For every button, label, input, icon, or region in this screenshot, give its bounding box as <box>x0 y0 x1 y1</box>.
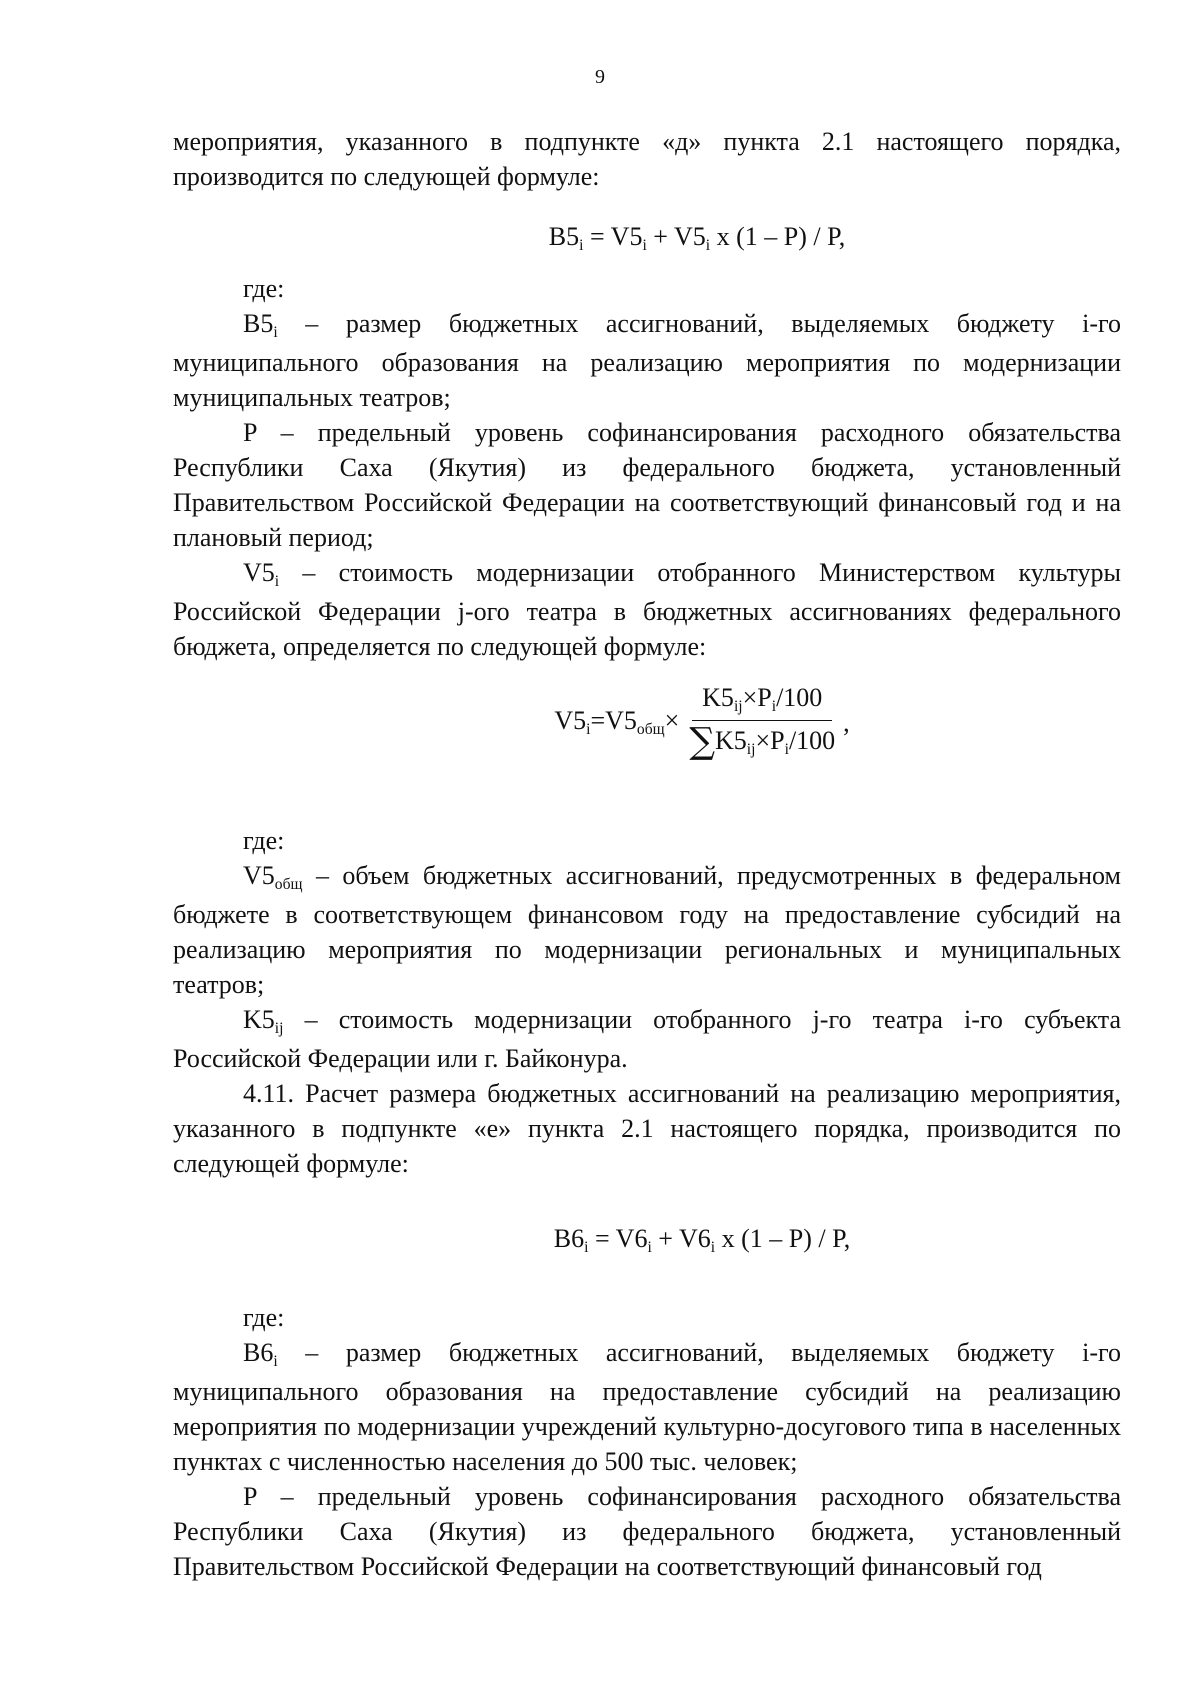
formula-b5-tail: x (1 – P) / P, <box>710 222 846 251</box>
definition-v5-total-sub: общ <box>274 875 303 893</box>
denominator-div: /100 <box>788 726 836 755</box>
formula-v5-lhs-term: V5 <box>554 706 587 735</box>
where-label-2: где: <box>243 826 285 855</box>
definition-b5-symbol: B5 <box>243 309 274 338</box>
formula-b5-term: B5 <box>548 222 580 251</box>
formula-b5 <box>173 219 1121 258</box>
formula-b5-plus: + V5 <box>646 222 706 251</box>
where-label-3: где: <box>243 1303 285 1332</box>
definition-v5-symbol: V5 <box>243 558 275 587</box>
definition-b5-text: – размер бюджетных ассигнований, выделяемых бюджету i-го муниципального образования на реализацию мероприятия по модернизации муниципальных театров; <box>173 309 1121 412</box>
definition-b6-text: – размер бюджетных ассигнований, выделяемых бюджету i-го муниципального образования на предоставление субсидий на реализацию мероприятия по модернизации учреждений культурно-досугового типа в населенных пунктах с численностью населения до 500 тыс. человек; <box>173 1338 1121 1476</box>
formula-v5-eq: =V5 <box>590 706 637 735</box>
formula-v5-denominator <box>683 721 841 763</box>
formula-b6-sub2: i <box>647 1238 652 1256</box>
formula-v5-fraction <box>683 682 841 763</box>
definition-k5-text: – стоимость модернизации отобранного j-го театра i-го субъекта Российской Федерации или г. Байконура. <box>173 1005 1121 1073</box>
definition-b6-symbol: B6 <box>243 1338 274 1367</box>
definition-p-1: P – предельный уровень софинансирования расходного обязательства Республики Саха (Якутия) из федерального бюджета, установленный Правительством Российской Федерации на соответствующий финансовый год и на плановый период; <box>173 418 1121 552</box>
formula-b5-sub3: i <box>705 236 711 254</box>
formula-v5 <box>173 682 1121 763</box>
formula-b6-eq: = V6 <box>588 1224 648 1253</box>
definition-b5 <box>173 306 1121 415</box>
definition-v5 <box>173 555 1121 664</box>
definition-v5-total-text: – объем бюджетных ассигнований, предусмотренных в федеральном бюджете в соответствующем финансовом году на предоставление субсидий на реализацию мероприятия по модернизации региональных и муниципальных театров; <box>173 861 1121 999</box>
numerator-div: /100 <box>776 683 823 712</box>
definition-b5-sub: i <box>273 323 278 341</box>
formula-b5-sub: i <box>579 236 584 254</box>
formula-v5-lhs-sub: i <box>586 720 591 738</box>
definition-b6-sub: i <box>273 1352 278 1370</box>
formula-b6-sub3: i <box>710 1238 716 1256</box>
definition-b6 <box>173 1335 1121 1479</box>
definition-p-2: P – предельный уровень софинансирования расходного обязательства Республики Саха (Якутия) из федерального бюджета, установленный Правительством Российской Федерации на соответствующий финансовый год <box>173 1482 1121 1581</box>
page-number: 9 <box>595 66 605 88</box>
denominator-k5-sub: ij <box>746 740 756 758</box>
numerator-k5: K5 <box>702 683 734 712</box>
numerator-p-sub: i <box>771 697 777 715</box>
formula-v5-times: × <box>664 706 680 735</box>
definition-k5-symbol: K5 <box>243 1005 275 1034</box>
denominator-k5: K5 <box>715 726 747 755</box>
formula-b6-sub: i <box>584 1238 589 1256</box>
where-label: где: <box>243 274 285 303</box>
definition-v5-text: – стоимость модернизации отобранного Министерством культуры Российской Федерации j-ого театра в бюджетных ассигнованиях федерального бюджета, определяется по следующей формуле: <box>173 558 1121 661</box>
numerator-k5-sub: ij <box>733 697 743 715</box>
denominator-p: ×P <box>755 726 785 755</box>
formula-b6-term: B6 <box>553 1224 585 1253</box>
definition-k5 <box>173 1002 1121 1076</box>
definition-k5-sub: ij <box>274 1019 284 1037</box>
formula-v5-numerator <box>692 682 832 721</box>
formula-b6 <box>173 1221 1121 1260</box>
formula-b6-plus: + V6 <box>651 1224 711 1253</box>
paragraph-intro: мероприятия, указанного в подпункте «д» пункта 2.1 настоящего порядка, производится по следующей формуле: <box>173 127 1121 191</box>
definition-v5-sub: i <box>274 572 280 590</box>
numerator-p: ×P <box>742 683 772 712</box>
formula-b5-sub2: i <box>642 236 647 254</box>
formula-v5-lhs <box>554 703 679 742</box>
paragraph-4-11: 4.11. Расчет размера бюджетных ассигнований на реализацию мероприятия, указанного в подпункте «е» пункта 2.1 настоящего порядка, производится по следующей формуле: <box>173 1079 1121 1178</box>
sum-sign: ∑ <box>689 721 716 762</box>
formula-v5-comma: , <box>843 708 850 737</box>
denominator-p-sub: i <box>784 740 789 758</box>
definition-v5-total <box>173 858 1121 1002</box>
formula-b6-tail: x (1 – P) / P, <box>715 1224 851 1253</box>
formula-b5-eq: = V5 <box>583 222 643 251</box>
document-body <box>173 124 1121 1584</box>
formula-v5-eq-sub: общ <box>636 720 665 738</box>
definition-v5-total-symbol: V5 <box>243 861 275 890</box>
